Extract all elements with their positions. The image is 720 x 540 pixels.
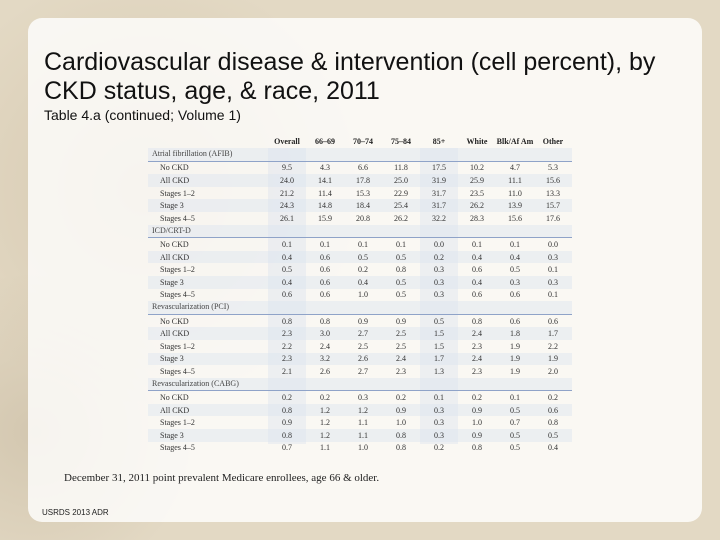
table-cell: 3.2 [320, 354, 330, 364]
table-cell: 0.5 [396, 277, 406, 287]
column-header: 85+ [432, 136, 446, 146]
section-header: Atrial fibrillation (AFIB) [148, 148, 572, 162]
table-cell: 24.3 [280, 201, 294, 211]
table-cell: 2.4 [472, 329, 482, 339]
table-cell: 0.8 [472, 316, 482, 326]
table-cell: 0.2 [320, 393, 330, 403]
table-cell: 0.3 [434, 265, 444, 275]
table-cell: 0.4 [282, 277, 292, 287]
table-cell: 23.5 [470, 188, 484, 198]
table-cell: 2.5 [358, 341, 368, 351]
table-cell: 0.8 [282, 430, 292, 440]
table-cell: 25.4 [394, 201, 408, 211]
table-cell: 0.6 [510, 316, 520, 326]
table-cell: 0.2 [434, 443, 444, 453]
table-cell: 0.5 [358, 252, 368, 262]
row-label: Stage 3 [160, 430, 184, 440]
table-row [148, 174, 572, 187]
table-row [148, 327, 572, 340]
table-cell: 0.8 [320, 316, 330, 326]
table-cell: 31.7 [432, 188, 446, 198]
table-cell: 0.4 [472, 277, 482, 287]
table-cell: 0.8 [548, 418, 558, 428]
table-row [148, 340, 572, 353]
table-cell: 2.7 [358, 329, 368, 339]
table-cell: 0.4 [548, 443, 558, 453]
table-cell: 15.6 [546, 175, 560, 185]
table-row [148, 238, 572, 251]
table-cell: 1.5 [434, 341, 444, 351]
table-cell: 1.3 [434, 366, 444, 376]
row-label: Stages 4–5 [160, 443, 195, 453]
slide-title: Cardiovascular disease & intervention (cell percent), by CKD status, age, & race, 2011 [44, 48, 656, 105]
source-label: USRDS 2013 ADR [42, 508, 109, 517]
table-cell: 2.3 [472, 366, 482, 376]
row-label: All CKD [160, 175, 190, 185]
table-cell: 0.5 [510, 265, 520, 275]
table-cell: 0.3 [434, 430, 444, 440]
table-cell: 0.8 [396, 430, 406, 440]
table-cell: 25.0 [394, 175, 408, 185]
table-cell: 0.6 [472, 290, 482, 300]
table-row [148, 353, 572, 366]
table-cell: 2.1 [282, 366, 292, 376]
table-cell: 31.7 [432, 201, 446, 211]
table-cell: 1.9 [510, 341, 520, 351]
table-cell: 4.3 [320, 163, 330, 173]
row-label: Stages 4–5 [160, 366, 195, 376]
table-cell: 2.6 [320, 366, 330, 376]
table-cell: 15.7 [546, 201, 560, 211]
table-cell: 0.9 [396, 316, 406, 326]
table-cell: 1.0 [472, 418, 482, 428]
table-cell: 2.5 [396, 329, 406, 339]
table-row [148, 391, 572, 404]
table-cell: 0.0 [548, 239, 558, 249]
table-cell: 15.6 [508, 213, 522, 223]
table-cell: 1.1 [358, 418, 368, 428]
table-cell: 22.9 [394, 188, 408, 198]
table-cell: 0.1 [548, 290, 558, 300]
table-cell: 0.2 [358, 265, 368, 275]
table-cell: 0.7 [510, 418, 520, 428]
table-cell: 17.5 [432, 163, 446, 173]
table-cell: 0.5 [510, 405, 520, 415]
table-cell: 0.8 [396, 443, 406, 453]
table-cell: 17.8 [356, 175, 370, 185]
table-body [148, 148, 572, 454]
table-cell: 0.2 [396, 393, 406, 403]
row-label: All CKD [160, 405, 190, 415]
table-cell: 25.9 [470, 175, 484, 185]
table-cell: 0.6 [320, 290, 330, 300]
section-header: ICD/CRT-D [148, 225, 572, 239]
table-cell: 1.8 [510, 329, 520, 339]
table-cell: 0.1 [434, 393, 444, 403]
table-row [148, 289, 572, 302]
table-cell: 0.6 [472, 265, 482, 275]
table-cell: 0.0 [434, 239, 444, 249]
table-row [148, 187, 572, 200]
table-cell: 0.2 [548, 393, 558, 403]
table-cell: 0.6 [510, 290, 520, 300]
table-cell: 26.2 [470, 201, 484, 211]
table-cell: 18.4 [356, 201, 370, 211]
table-row [148, 199, 572, 212]
table-row [148, 365, 572, 378]
table-cell: 5.3 [548, 163, 558, 173]
column-header: 70–74 [353, 136, 373, 146]
table-cell: 1.2 [320, 405, 330, 415]
table-cell: 0.5 [548, 430, 558, 440]
table-cell: 0.3 [548, 252, 558, 262]
table-cell: 1.7 [434, 354, 444, 364]
table-cell: 0.6 [320, 252, 330, 262]
table-cell: 2.7 [358, 366, 368, 376]
table-cell: 0.6 [548, 316, 558, 326]
table-cell: 17.6 [546, 213, 560, 223]
footnote: December 31, 2011 point prevalent Medicare enrollees, age 66 & older. [64, 472, 380, 484]
table-cell: 15.3 [356, 188, 370, 198]
table-cell: 0.9 [358, 316, 368, 326]
table-cell: 1.0 [358, 443, 368, 453]
table-cell: 0.6 [548, 405, 558, 415]
table-row [148, 404, 572, 417]
table-cell: 1.2 [320, 430, 330, 440]
row-label: Stage 3 [160, 277, 184, 287]
table-cell: 0.1 [510, 393, 520, 403]
table-cell: 21.2 [280, 188, 294, 198]
table-cell: 0.2 [282, 393, 292, 403]
table-cell: 0.2 [434, 252, 444, 262]
table-row [148, 416, 572, 429]
table-cell: 6.6 [358, 163, 368, 173]
table-cell: 0.9 [282, 418, 292, 428]
table-cell: 0.5 [396, 252, 406, 262]
table-cell: 0.4 [282, 252, 292, 262]
table-cell: 14.1 [318, 175, 332, 185]
table-row [148, 315, 572, 328]
table-cell: 0.6 [320, 265, 330, 275]
table-cell: 2.3 [472, 341, 482, 351]
column-header: Overall [274, 136, 300, 146]
table-cell: 0.5 [396, 290, 406, 300]
table-cell: 0.2 [472, 393, 482, 403]
table-cell: 0.3 [434, 405, 444, 415]
table-cell: 2.2 [548, 341, 558, 351]
table-cell: 0.9 [472, 405, 482, 415]
table-cell: 0.3 [434, 290, 444, 300]
column-header: 75–84 [391, 136, 411, 146]
table-cell: 4.7 [510, 163, 520, 173]
table-cell: 2.6 [358, 354, 368, 364]
column-header: Blk/Af Am [496, 136, 534, 146]
table-cell: 0.3 [510, 277, 520, 287]
table-cell: 14.8 [318, 201, 332, 211]
row-label: No CKD [160, 316, 189, 326]
table-cell: 2.4 [472, 354, 482, 364]
table-cell: 1.2 [358, 405, 368, 415]
table-cell: 0.1 [548, 265, 558, 275]
table-cell: 11.4 [318, 188, 332, 198]
table-cell: 0.1 [472, 239, 482, 249]
table-cell: 0.8 [282, 316, 292, 326]
table-cell: 10.2 [470, 163, 484, 173]
table-cell: 0.1 [396, 239, 406, 249]
table-cell: 0.4 [510, 252, 520, 262]
table-cell: 0.5 [510, 443, 520, 453]
table-cell: 31.9 [432, 175, 446, 185]
table-cell: 28.3 [470, 213, 484, 223]
table-cell: 15.9 [318, 213, 332, 223]
row-label: Stages 1–2 [160, 265, 195, 275]
row-label: Stages 4–5 [160, 213, 195, 223]
row-label: Stage 3 [160, 354, 184, 364]
table-cell: 2.3 [282, 354, 292, 364]
table-cell: 0.9 [396, 405, 406, 415]
table-cell: 2.3 [282, 329, 292, 339]
table-cell: 0.3 [548, 277, 558, 287]
table-cell: 1.9 [548, 354, 558, 364]
column-header: Other [542, 136, 564, 146]
table-cell: 2.4 [320, 341, 330, 351]
table-cell: 1.0 [396, 418, 406, 428]
table-cell: 0.3 [434, 418, 444, 428]
table-cell: 1.1 [320, 443, 330, 453]
row-label: Stages 1–2 [160, 418, 195, 428]
table-cell: 0.8 [396, 265, 406, 275]
row-label: Stages 4–5 [160, 290, 195, 300]
table-header-row [148, 134, 572, 148]
table-cell: 2.4 [396, 354, 406, 364]
table-cell: 13.3 [546, 188, 560, 198]
table-cell: 1.5 [434, 329, 444, 339]
table-row [148, 162, 572, 175]
table-cell: 11.0 [508, 188, 522, 198]
table-cell: 1.9 [510, 366, 520, 376]
row-label: No CKD [160, 239, 189, 249]
table-cell: 32.2 [432, 213, 446, 223]
table-cell: 3.0 [320, 329, 330, 339]
table-cell: 2.2 [282, 341, 292, 351]
column-header: White [466, 136, 488, 146]
table-row [148, 276, 572, 289]
row-label: No CKD [160, 163, 189, 173]
table-cell: 2.0 [548, 366, 558, 376]
table-cell: 0.6 [282, 290, 292, 300]
table-cell: 1.0 [358, 290, 368, 300]
data-table [148, 134, 572, 454]
table-row [148, 263, 572, 276]
table-cell: 11.8 [394, 163, 408, 173]
table-cell: 11.1 [508, 175, 522, 185]
table-cell: 0.4 [358, 277, 368, 287]
row-label: Stage 3 [160, 201, 184, 211]
table-cell: 0.5 [434, 316, 444, 326]
table-cell: 1.1 [358, 430, 368, 440]
table-cell: 0.5 [510, 430, 520, 440]
table-cell: 2.3 [396, 366, 406, 376]
table-cell: 24.0 [280, 175, 294, 185]
column-header: 66–69 [315, 136, 335, 146]
table-cell: 1.9 [510, 354, 520, 364]
table-cell: 0.7 [282, 443, 292, 453]
row-label: No CKD [160, 393, 189, 403]
table-cell: 0.9 [472, 430, 482, 440]
table-cell: 13.9 [508, 201, 522, 211]
table-cell: 0.1 [282, 239, 292, 249]
table-caption: Table 4.a (continued; Volume 1) [44, 107, 241, 123]
table-cell: 2.5 [396, 341, 406, 351]
table-cell: 0.5 [282, 265, 292, 275]
table-row [148, 442, 572, 455]
table-cell: 26.2 [394, 213, 408, 223]
row-label: All CKD [160, 329, 190, 339]
row-label: Stages 1–2 [160, 341, 195, 351]
row-label: Stages 1–2 [160, 188, 195, 198]
table-cell: 26.1 [280, 213, 294, 223]
table-cell: 0.6 [320, 277, 330, 287]
table-row [148, 429, 572, 442]
section-header: Revascularization (CABG) [148, 378, 572, 392]
table-cell: 0.1 [358, 239, 368, 249]
table-cell: 0.3 [358, 393, 368, 403]
table-cell: 0.1 [320, 239, 330, 249]
table-cell: 9.5 [282, 163, 292, 173]
table-cell: 1.7 [548, 329, 558, 339]
table-cell: 0.3 [434, 277, 444, 287]
table-row [148, 212, 572, 225]
section-header: Revascularization (PCI) [148, 301, 572, 315]
table-cell: 1.2 [320, 418, 330, 428]
row-label: All CKD [160, 252, 190, 262]
table-cell: 0.8 [472, 443, 482, 453]
table-cell: 0.4 [472, 252, 482, 262]
table-cell: 20.8 [356, 213, 370, 223]
table-row [148, 251, 572, 264]
table-cell: 0.8 [282, 405, 292, 415]
table-cell: 0.1 [510, 239, 520, 249]
